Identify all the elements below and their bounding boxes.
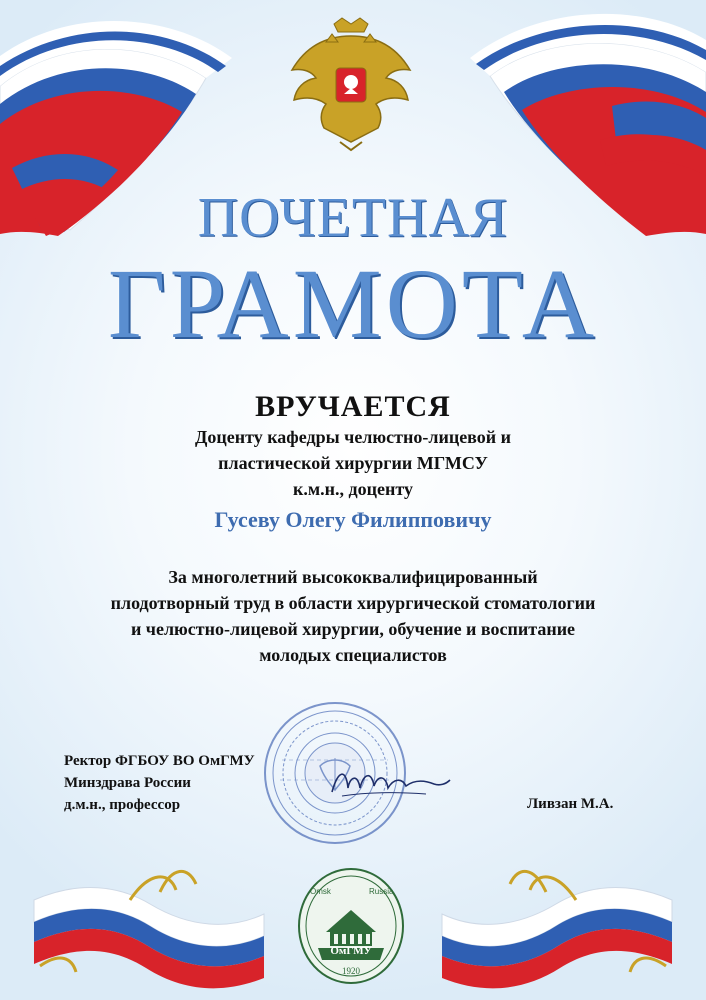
bottom-left-ribbon [34,871,264,988]
crest-university-name: ОмГМУ [330,945,372,957]
title-line-1: ПОЧЕТНАЯ [197,187,509,249]
award-reason-line: плодотворный труд в области хирургической стоматологии [110,593,596,613]
title-line-2: ГРАМОТА [107,248,599,359]
crest-city-text: Omsk [310,887,331,896]
signatory-title-line: Ректор ФГБОУ ВО ОмГМУ [64,753,255,769]
award-reason-line: молодых специалистов [259,645,447,665]
award-reason-line: За многолетний высококвалифицированный [168,567,538,587]
signatory-name: Ливзан М.А. [527,796,614,812]
awarded-label: ВРУЧАЕТСЯ [255,390,451,423]
recipient-position-line: Доценту кафедры челюстно-лицевой и [194,427,512,447]
bottom-right-ribbon [442,871,672,988]
signatory-title-line: д.м.н., профессор [64,797,181,813]
crest-country-text: Russia [369,887,394,896]
recipient-position-line: пластической хирургии МГМСУ [218,453,488,473]
award-reason-line: и челюстно-лицевой хирургии, обучение и воспитание [130,619,576,639]
signatory-title-line: Минздрава России [64,775,191,791]
recipient-name: Гусеву Олегу Филипповичу [214,507,492,532]
handwritten-signature [328,762,452,802]
russian-coat-of-arms-icon [286,16,416,152]
recipient-position-line: к.м.н., доценту [293,479,413,499]
crest-year: 1920 [342,966,360,976]
